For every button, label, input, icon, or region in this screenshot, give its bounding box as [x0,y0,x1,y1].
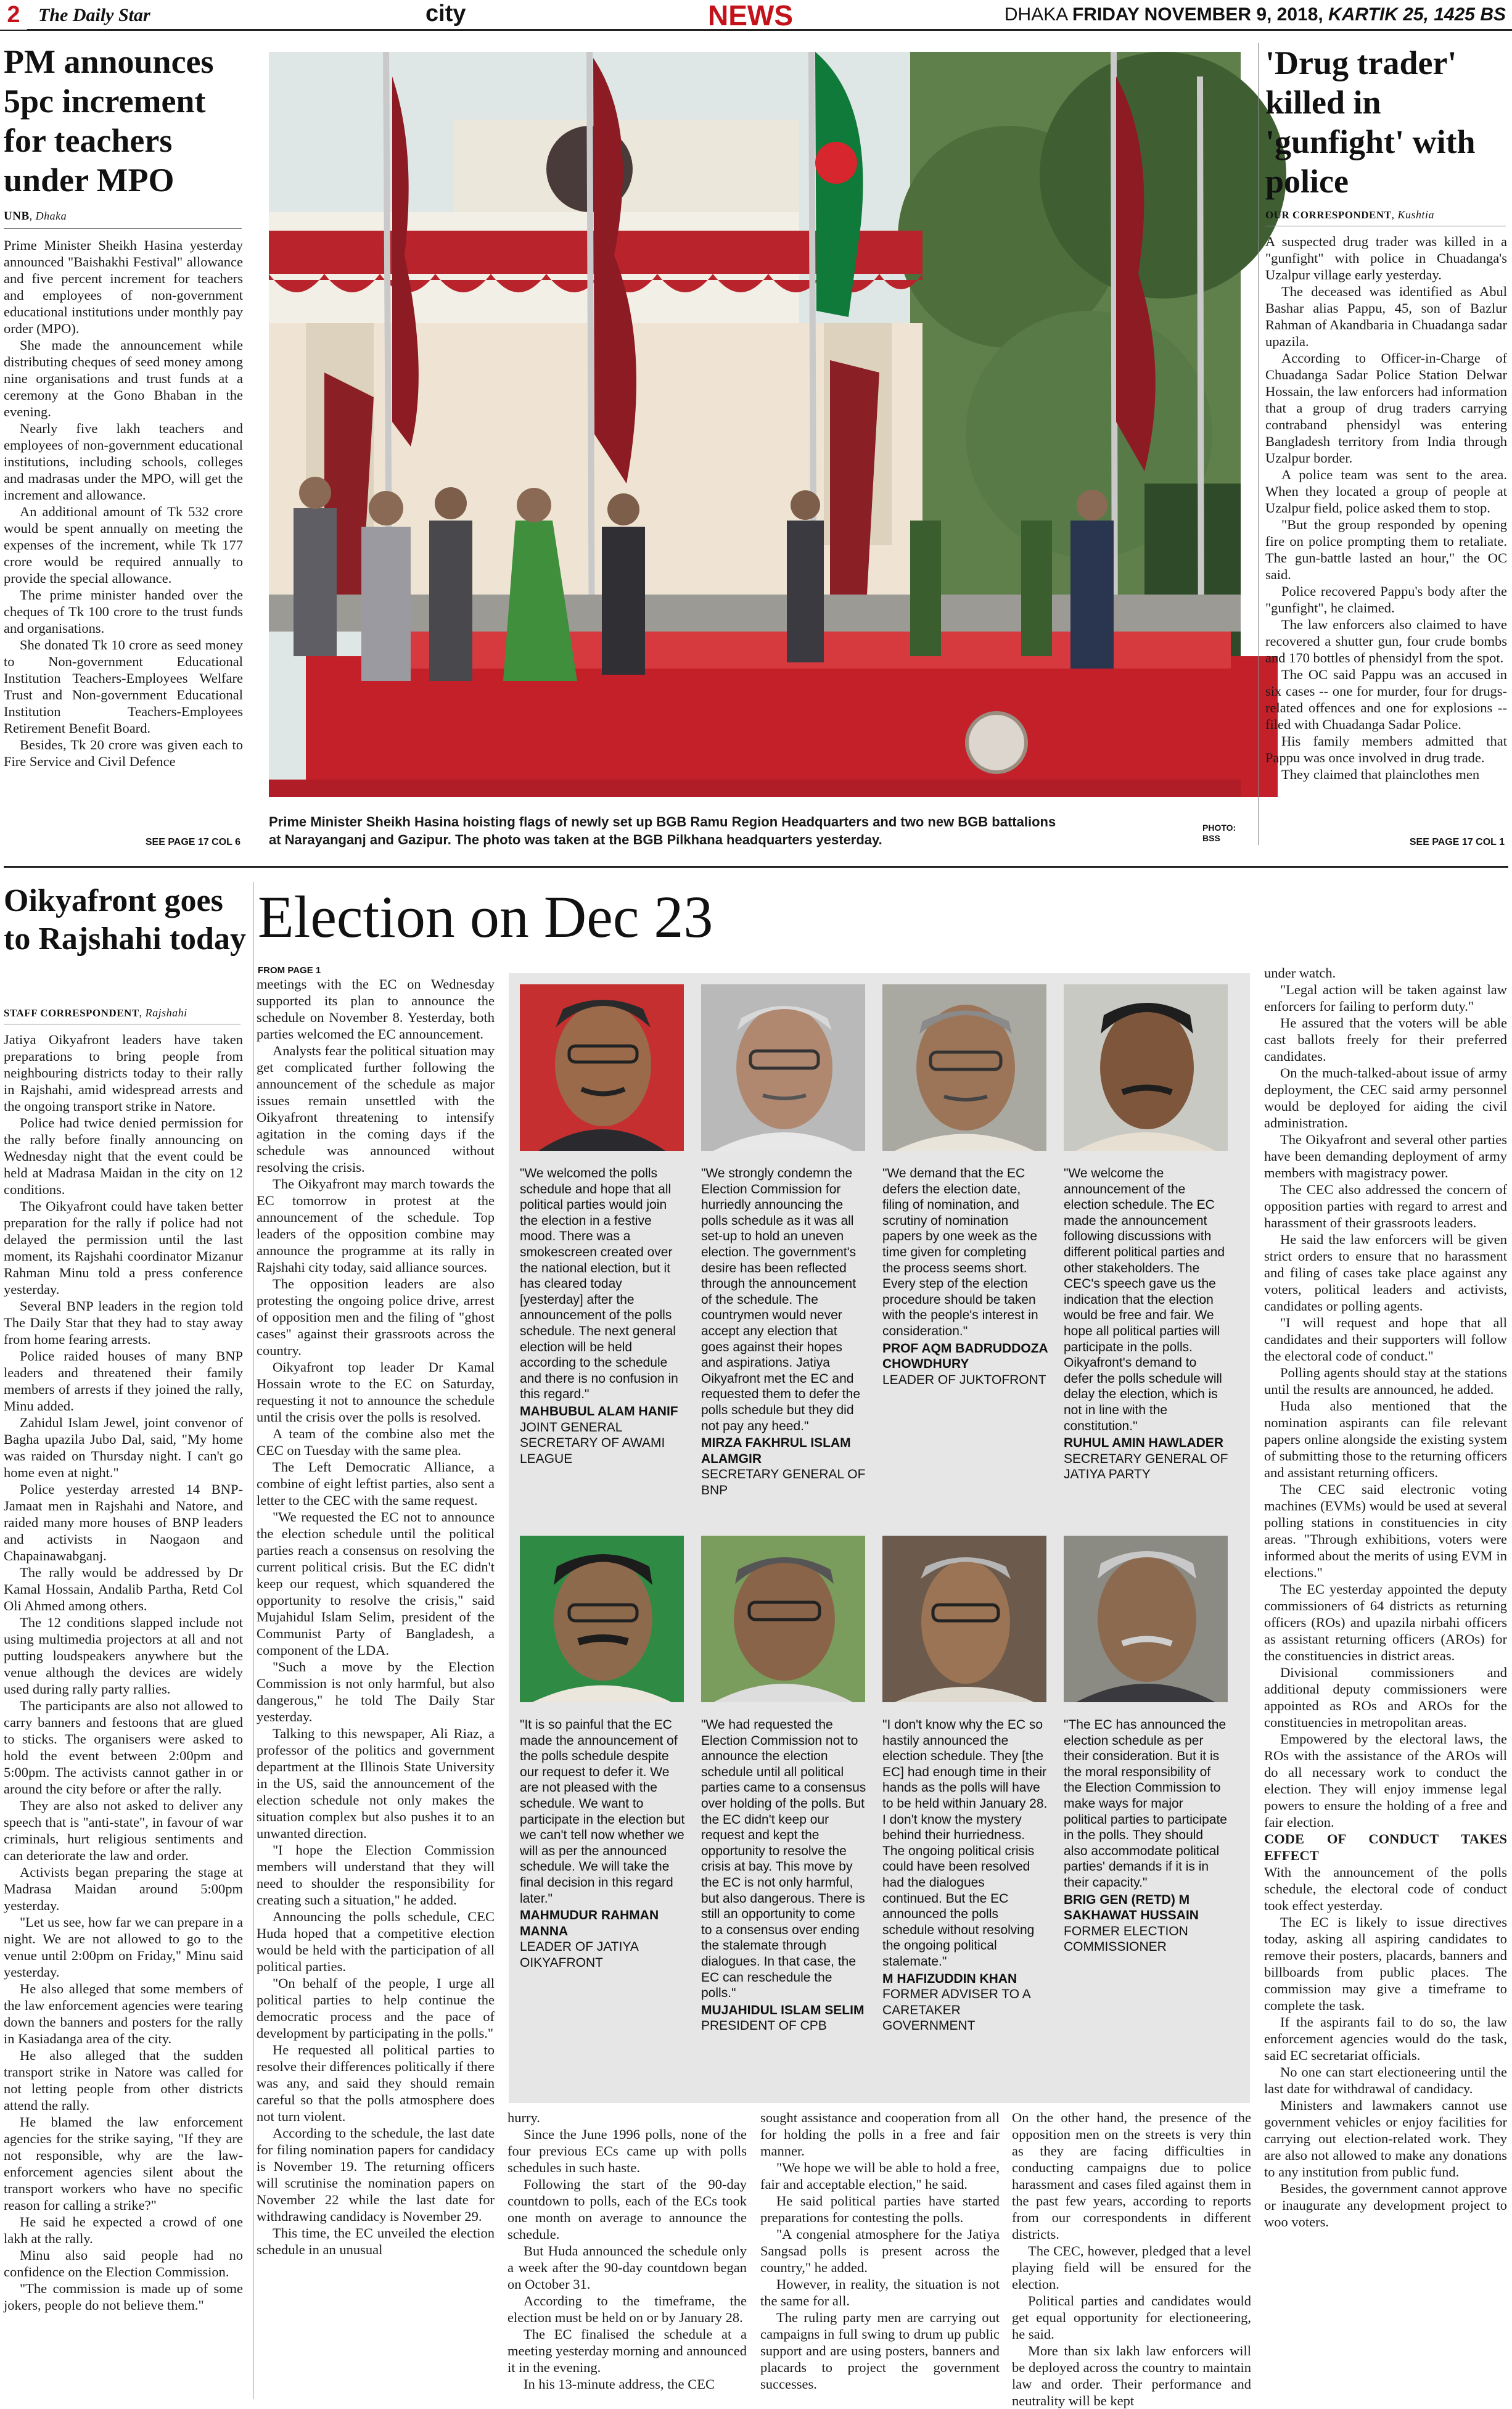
portrait-illustration [1064,984,1228,1151]
portrait-illustration [701,1536,865,1702]
drug-continued-link[interactable]: SEE PAGE 17 COL 1 [1409,837,1505,847]
portrait [882,984,1046,1151]
portrait-illustration [520,984,684,1151]
portrait-illustration [882,984,1046,1151]
pm-byline: UNB, Dhaka [4,210,67,223]
portrait-illustration [882,1536,1046,1702]
oikya-body: Jatiya Oikyafront leaders have taken preparations to bring people from neighbouring districts today to their rally in Rajshahi, amid widespread arrests and the ongoing transport strike in Natore. Police had twice denied permission for the rally before finally announcing on Wednesday night that the event could be held at Madrasa Maidan in the city on 12 conditions. The Oikyafront could have taken better preparation for the rally if police had not delayed the permission until the last moment, its Rajshahi coordinator Mizanur Rahman Minu told a press conference yesterday. Several BNP leaders in the region told The Daily Star that they had to stay away from home fearing arrests. Police raided houses of many BNP leaders and threatened their family members of arrests if they joined the rally, Minu added. Zahidul Islam Jewel, joint convenor of Bagha upazila Jubo Dal, said, "My home was raided on Thursday night. I can't go home even at night." Police yesterday arrested 14 BNP-Jamaat men in Rajshahi and Natore, and raided many more houses of BNP leaders and activists in Naogaon and Chapainawabganj. The rally would be addressed by Dr Kamal Hossain, Andalib Partha, Retd Col Oli Ahmed among others. The 12 conditions slapped include not using multimedia projectors at all and not putting loudspeakers anywhere but the venue although the devices are widely used during rally party rallies. The participants are also not allowed to carry banners and festoons that are glued to sticks. The organisers were asked to hold the event between 2:00pm and 5:00pm. The activists cannot gather in or around the city before or after the rally. They are also not asked to deliver any speech that is "anti-state", in favour of war criminals, hurt religious sentiments and can deteriorate the law and order. Activists began preparing the stage at Madrasa Maidan around 5:00pm yesterday. "Let us see, how far we can prepare in a night. We are not allowed to go to the venue until 2:00pm on Friday," Minu said yesterday. He also alleged that some members of the law enforcement agencies were tearing down the banners and posters for the rally in Kasiadanga area of the city. He also alleged that the sudden transport strike in Natore was called for not letting people from other districts attend the rally. He blamed the law enforcement agencies for the strike saying, "If they are not responsible, why are the law-enforcement agencies silent about the transport workers who have no specific reason for calling a strike?" He said he expected a crowd of one lakh at the rally. Minu also said people had no confidence on the Election Commission. "The commission is made up of some jokers, people do not believe them." [4,1032,243,2313]
oikya-headline: Oikyafront goes to Rajshahi today [4,883,246,957]
portrait-illustration [1064,1536,1228,1702]
portrait [1064,984,1228,1151]
portrait [1064,1536,1228,1702]
drug-byline: OUR CORRESPONDENT, Kushtia [1265,208,1435,221]
election-headline: Election on Dec 23 [258,884,713,950]
portrait [701,984,865,1151]
portrait [520,1536,684,1702]
dateline: DHAKA FRIDAY NOVEMBER 9, 2018, KARTIK 25, 1425 BS [1004,4,1506,25]
quote-text: "We demand that the EC defers the election date, filing of nomination, and scrutiny of nomination papers by one week as the time given for completing the process seems short. Every step of the election procedure should be taken with the people's interest in consideration." PROF AQM BADRUDDOZA CHOWDHURY LEADER OF JUKTOFRONT [882,1166,1048,1387]
flag-hoisting-illustration [269,52,1241,797]
pm-continued-link[interactable]: SEE PAGE 17 COL 6 [145,837,240,847]
portrait [701,1536,865,1702]
election-col-4: On the other hand, the presence of the opposition men on the streets is very thin as they are facing difficulties in conducting campaigns due to police harassment and cases filed against them in the past few years, according to reports from our correspondents in different districts. The CEC, however, pledged that a level playing field will be ensured for the election. Political parties and candidates would get equal opportunity for electioneering, he said. More than six lakh law enforcers will be deployed across the country to maintain law and order. Their performance and neutrality will be kept [1012,2110,1251,2408]
quote-text: "We had requested the Election Commission not to announce the election schedule until all political parties came to a consensus over holding of the polls. But the EC didn't keep our request and kept the opportunity to resolve the crisis at bay. This move by the EC is not only harmful, but also dangerous. There is still an opportunity to come to a consensus over ending the stalemate through dialogues. In that case, the EC can reschedule the polls." MUJAHIDUL ISLAM SELIM PRESIDENT OF CPB [701,1718,866,2033]
drug-body: A suspected drug trader was killed in a "gunfight" with police in Chuadanga's Uzalpur village early yesterday. The deceased was identified as Abul Bashar alias Pappu, 45, son of Bazlur Rahman of Akandbaria in Chuadanga sadar upazila. According to Officer-in-Charge of Chuadanga Sadar Police Station Delwar Hossain, the law enforcers had information that a group of drug traders carrying contraband phensidyl was entering Bangladesh territory from India through Uzalpur border. A police team was sent to the area. When they located a group of people at Uzalpur field, police asked them to stop. "But the group responded by opening fire on police prompting them to retaliate. The gun-battle lasted an hour," the OC said. Police recovered Pappu's body after the "gunfight", he claimed. The law enforcers also claimed to have recovered a shutter gun, four crude bombs and 170 bottles of phensidyl from the spot. The OC said Pappu was an accused in six cases -- one for murder, four for drugs-related offences and one for explosions -- filed with Chuadanga Sadar Police. His family members admitted that Pappu was once involved in drug trade. They claimed that plainclothes men [1265,234,1507,782]
election-col-1: meetings with the EC on Wednesday supported its plan to announce the schedule on November 8. Yesterday, both parties welcomed the EC announcement. Analysts fear the political situation may get complicated further following the announcement of the schedule as major issues remain unsettled with the Oikyafront threatening to intensify agitation in the coming days if the schedule was announced without resolving the crisis. The Oikyafront may march towards the EC tomorrow in protest at the announcement of the schedule. Top leaders of the opposition combine may announce the programme at its rally in Rajshahi city today, said alliance sources. The opposition leaders are also protesting the ongoing police drive, arrest of opposition men and the filing of "ghost cases" against their grassroots across the country. Oikyafront top leader Dr Kamal Hossain wrote to the EC on Saturday, requesting it not to announce the schedule until the crisis over the polls is resolved. A team of the combine also met the CEC on Tuesday with the same plea. The Left Democratic Alliance, a combine of eight leftist parties, also sent a letter to the CEC with the same request. "We requested the EC not to announce the election schedule until the political parties reach a consensus on resolving the current political crisis. But the EC didn't keep our request, which squandered the opportunity to resolve the crisis," said Mujahidul Islam Selim, president of the Communist Party of Bangladesh, a component of the LDA. "Such a move by the Election Commission is not only harmful, but also dangerous," he told The Daily Star yesterday. Talking to this newspaper, Ali Riaz, a professor of the politics and government department at the Illinois State University in the US, said the announcement of the election schedule not only makes the situation complex but also pushes it to an unwanted direction. "I hope the Election Commission members will understand that they will need to shoulder the responsibility for creating such a situation," he added. Announcing the polls schedule, CEC Huda hoped that a competitive election would be held with the participation of all political parties. "On behalf of the people, I urge all political parties to help continue the democratic process and the pace of development by participating in the polls." He requested all political parties to resolve their differences politically if there was any, and said they should remain careful so that the polls atmosphere does not turn violent. According to the schedule, the last date for filing nomination papers for candidacy is November 19. The returning officers will scrutinise the nomination papers on November 22 while the last date for withdrawing candidacy is November 29. This time, the EC unveiled the election schedule in an unusual [257,976,495,2257]
pm-body: Prime Minister Sheikh Hasina yesterday announced "Baishakhi Festival" allowance and five percent increment for teachers and employees of non-government educational institutions under monthly pay order (MPO). She made the announcement while distributing cheques of seed money among nine organisations and trust funds at a ceremony at the Gono Bhaban in the evening. Nearly five lakh teachers and employees of non-government educational institutions, including schools, colleges and madrasas under the MPO, will get the increment and allowance. An additional amount of Tk 532 crore would be spent annually on meeting the expenses of the increment, while Tk 177 crore would be required annually to provide the special allowance. The prime minister handed over the cheques of Tk 100 crore to the trust funds and organisations. She donated Tk 10 crore as seed money to Non-government Educational Institution Teachers-Employees Welfare Trust and Non-government Educational Institution Teachers-Employees Retirement Benefit Board. Besides, Tk 20 crore was given each to Fire Service and Civil Defence [4,237,243,769]
election-col-5: under watch. "Legal action will be taken against law enforcers for failing to perform duty." He assured that the voters will be able cast ballots freely for their preferred candidates. On the much-talked-about issue of army deployment, the CEC said army personnel would be deployed for aiding the civil administration. The Oikyafront and several other parties have been demanding deployment of army members with magistracy power. The CEC also addressed the concern of opposition parties with regard to arrest and harassment of their grassroots leaders. He said the law enforcers will be given strict orders to ensure that no harassment and filing of cases take place against any voters, political leaders and activists, candidates or polling agents. "I will request and hope that all candidates and their supporters will follow the electoral code of conduct." Polling agents should stay at the stations until the results are announced, he added. Huda also mentioned that the nomination aspirants can file relevant papers online alongside the existing system of submitting those to the returning officers and assistant returning officers. The CEC said electronic voting machines (EVMs) would be used at several polling stations in constituencies in city areas. "Through exhibitions, voters were informed about the merits of using EVM in elections." The EC yesterday appointed the deputy commissioners of 64 districts as returning officers (ROs) and upazila nirbahi officers as assistant returning officers (AROs) for the constituencies in district areas. Divisional commissioners and additional deputy commissioners were appointed as ROs and AROs for the constituencies in metropolitan areas. Empowered by the electoral laws, the ROs with the assistance of the AROs will do all necessary work to conduct the election. They will enjoy immense legal powers to ensure the holding of a free and fair election. CODE OF CONDUCT TAKES EFFECT With the announcement of the polls schedule, the electoral code of conduct took effect yesterday. The EC is likely to issue directives today, asking all aspiring candidates to remove their posters, placards, banners and billboards from public places. The commission may give a timeframe to complete the task. If the aspirants fail to do so, the law enforcement agencies would do the task, said EC secretariat officials. No one can start electioneering until the last date for withdrawal of candidacy. Ministers and lawmakers cannot use government vehicles or enjoy facilities for carrying out election-related work. They are also not allowed to make any donations to any institution from public fund. Besides, the government cannot approve or inaugurate any development project to woo voters. [1264,965,1507,2230]
section-label: city [425,1,466,27]
pm-headline: PM announces 5pc increment for teachers under MPO [4,43,214,199]
page-number: 2 [0,0,27,30]
quote-text: "We welcomed the polls schedule and hope that all political parties would join the election in a festive mood. There was a smokescreen created over the national election, but it has cleared today [yesterday] after the announcement of the polls schedule. The next general election will be held according to the schedule and there is no confusion in this regard." MAHBUBUL ALAM HANIF JOINT GENERAL SECRETARY OF AWAMI LEAGUE [520,1166,678,1466]
quote-text: "We strongly condemn the Election Commission for hurriedly announcing the polls schedule as it was all set-up to hold an uneven election. The government's desire has been reflected through the announcement of the schedule. The countrymen would never accept any election that goes against their hopes and aspirations. Jatiya Oikyafront met the EC and requested them to defer the polls schedule but they did not pay any heed." MIRZA FAKHRUL ISLAM ALAMGIR SECRETARY GENERAL OF BNP [701,1166,866,1497]
portrait [520,984,684,1151]
election-col-2: hurry. Since the June 1996 polls, none of the four previous ECs came up with polls schedules in such haste. Following the start of the 90-day countdown to polls, each of the ECs took one month on average to announce the schedule. But Huda announced the schedule only a week after the 90-day countdown began on October 31. According to the timeframe, the election must be held on or by January 28. The EC finalised the schedule at a meeting yesterday morning and announced it in the evening. In his 13-minute address, the CEC [507,2110,747,2392]
quote-text: "It is so painful that the EC made the announcement of the polls schedule despite our request to defer it. We are not pleased with the schedule. We want to participate in the election but we can't tell now whether we will as per the announced schedule. We will take the final decision in this regard later." MAHMUDUR RAHMAN MANNA LEADER OF JATIYA OIKYAFRONT [520,1718,685,1970]
column-divider [1258,43,1259,845]
portrait-illustration [701,984,865,1151]
portrait [882,1536,1046,1702]
quote-text: "The EC has announced the election schedule as per their consideration. But it is the moral responsibility of the Election Commission to make ways for major political parties to participate in the polls. They should also accommodate political parties' demands if it is in their capacity." BRIG GEN (RETD) M SAKHAWAT HUSSAIN FORMER ELECTION COMMISSIONER [1064,1718,1227,1954]
drug-headline: 'Drug trader' killed in 'gunfight' with police [1265,44,1476,200]
quote-text: "I don't know why the EC so hastily announced the election schedule. They [the EC] had enough time in their hands as the polls will have to be held within January 28. I don't know the mystery behind their hurriedness. The ongoing political crisis could have been resolved had the dialogues continued. But the EC announced the polls schedule without resolving the ongoing political stalemate." M HAFIZUDDIN KHAN FORMER ADVISER TO A CARETAKER GOVERNMENT [882,1718,1048,2033]
quotes-panel [509,973,1250,2103]
newspaper-logo: The Daily Star [38,5,150,25]
from-page-label: FROM PAGE 1 [258,965,321,976]
photo-caption: Prime Minister Sheikh Hasina hoisting flags of newly set up BGB Ramu Region Headquarters and two new BGB battalions at Narayanganj and Gazipur. The photo was taken at the BGB Pilkhana headquarters yesterday. [269,814,1056,847]
main-photo [269,52,1241,797]
quote-text: "We welcome the announcement of the election schedule. The EC made the announcement following discussions with different political parties and other stakeholders. The CEC's speech gave us the indication that the election would be free and fair. We hope all political parties will participate in the polls. Oikyafront's demand to defer the polls schedule will delay the election, which is not in line with the constitution." RUHUL AMIN HAWLADER SECRETARY GENERAL OF JATIYA PARTY [1064,1166,1228,1482]
oikya-byline: STAFF CORRESPONDENT, Rajshahi [4,1007,187,1019]
portrait-illustration [520,1536,684,1702]
section-divider [4,866,1508,868]
election-col-3: sought assistance and cooperation from all for holding the polls in a free and fair manner. "We hope we will be able to hold a free, fair and acceptable election," he said. He said political parties have started preparations for contesting the polls. "A congenial atmosphere for the Jatiya Sangsad polls is present across the country," he added. However, in reality, the situation is not the same for all. The ruling party men are carrying out campaigns in full swing to drum up public support and are using posters, banners and placards to project the government successes. [760,2110,1000,2392]
divider [4,228,242,229]
masthead [0,0,1512,31]
photo-credit: PHOTO: BSS [1202,823,1236,843]
category-label: NEWS [708,0,793,31]
